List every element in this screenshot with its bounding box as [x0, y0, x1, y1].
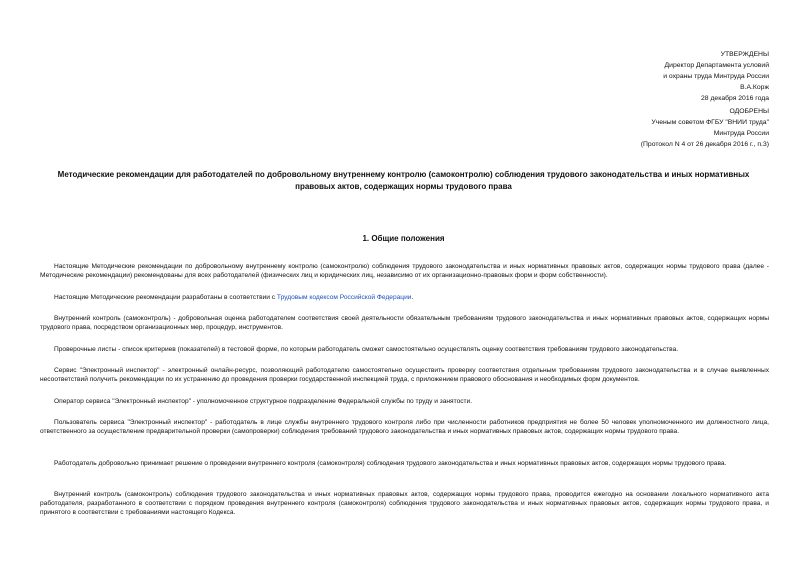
document-title: Методические рекомендации для работодателей по добровольному внутреннему контролю (самоконтролю) соблюдения трудового законодательства и иных нормативных правовых актов, содержащих нормы трудового права	[57, 170, 750, 191]
endorsement-line: Минтруда России	[713, 130, 769, 137]
paragraph-text: Настоящие Методические рекомендации разработаны в соответствии с	[54, 294, 277, 301]
labor-code-link[interactable]: Трудовым кодексом Российской Федерации	[276, 294, 412, 301]
approval-line: и охраны труда Минтруда России	[663, 73, 769, 80]
approval-line: Директор Департамента условий	[664, 62, 769, 69]
paragraph: Настоящие Методические рекомендации по добровольному внутреннему контролю (самоконтролю) соблюдения трудового законодательства и иных нормативных правовых актов, содержащих нормы трудового права (далее - Методические рекомендации) рекомендованы для всех работодателей (физических лиц и юридических лиц, независимо от их организационно-правовых форм и форм собственности).	[40, 263, 769, 280]
endorsement-block	[641, 106, 769, 150]
endorsement-line: ОДОБРЕНЫ	[729, 108, 769, 115]
paragraph: Работодатель добровольно принимает решение о проведении внутреннего контроля (самоконтроля) соблюдения трудового законодательства и иных нормативных правовых актов, содержащих нормы трудового права.	[54, 460, 727, 467]
paragraph: Оператор сервиса "Электронный инспектор" - уполномоченное структурное подразделение Федеральной службы по труду и занятости.	[54, 398, 473, 405]
endorsement-line: Ученым советом ФГБУ "ВНИИ труда"	[651, 119, 769, 126]
paragraph: Проверочные листы - список критериев (показателей) в тестовой форме, по которым работодатель сможет самостоятельно осуществлять оценку соответствия требованиям трудового законодательства.	[54, 346, 679, 353]
approval-line: 28 декабря 2016 года	[701, 95, 769, 102]
approval-block	[663, 49, 769, 104]
paragraph-text: .	[411, 294, 414, 301]
paragraph: Пользователь сервиса "Электронный инспектор" - работодатель в лице службы внутреннего трудового контроля либо при численности работников предприятия не более 50 человек уполномоченного им должностного лица, ответственного за осуществление предварительной проверки (самопроверки) соблюдения требований трудового законодательства и иных нормативных правовых актов, содержащих нормы трудового права.	[40, 419, 769, 436]
paragraph: Внутренний контроль (самоконтроль) соблюдения трудового законодательства и иных нормативных правовых актов, содержащих нормы трудового права, проводится ежегодно на основании локального нормативного акта работодателя, разработанного в соответствии с порядком проведения внутреннего контроля (самоконтроля) соблюдения трудового законодательства и иных нормативных правовых актов, содержащих нормы трудового права, и принятого в соответствии с требованиями настоящего Кодекса.	[40, 491, 769, 517]
approval-line: УТВЕРЖДЕНЫ	[720, 51, 769, 58]
paragraph: Сервис "Электронный инспектор" - электронный онлайн-ресурс, позволяющий работодателю самостоятельно осуществить проверку соответствия отдельным требованиям трудового законодательства и в случае выявленных несоответствий получить рекомендации по их устранению до проведения проверки государственной инспекцией труда, с приложением правового обоснования и необходимых форм документов.	[40, 367, 769, 384]
paragraph	[40, 293, 769, 302]
approval-line: В.А.Корж	[740, 84, 769, 91]
paragraph: Внутренний контроль (самоконтроль) - добровольная оценка работодателем соответствия своей деятельности обязательным требованиям трудового законодательства и иных нормативных правовых актов, содержащих нормы трудового права, посредством организационных мер, процедур, инструментов.	[40, 315, 769, 332]
section-heading: 1. Общие положения	[362, 234, 445, 243]
endorsement-line: (Протокол N 4 от 26 декабря 2016 г., п.3)	[640, 141, 769, 148]
